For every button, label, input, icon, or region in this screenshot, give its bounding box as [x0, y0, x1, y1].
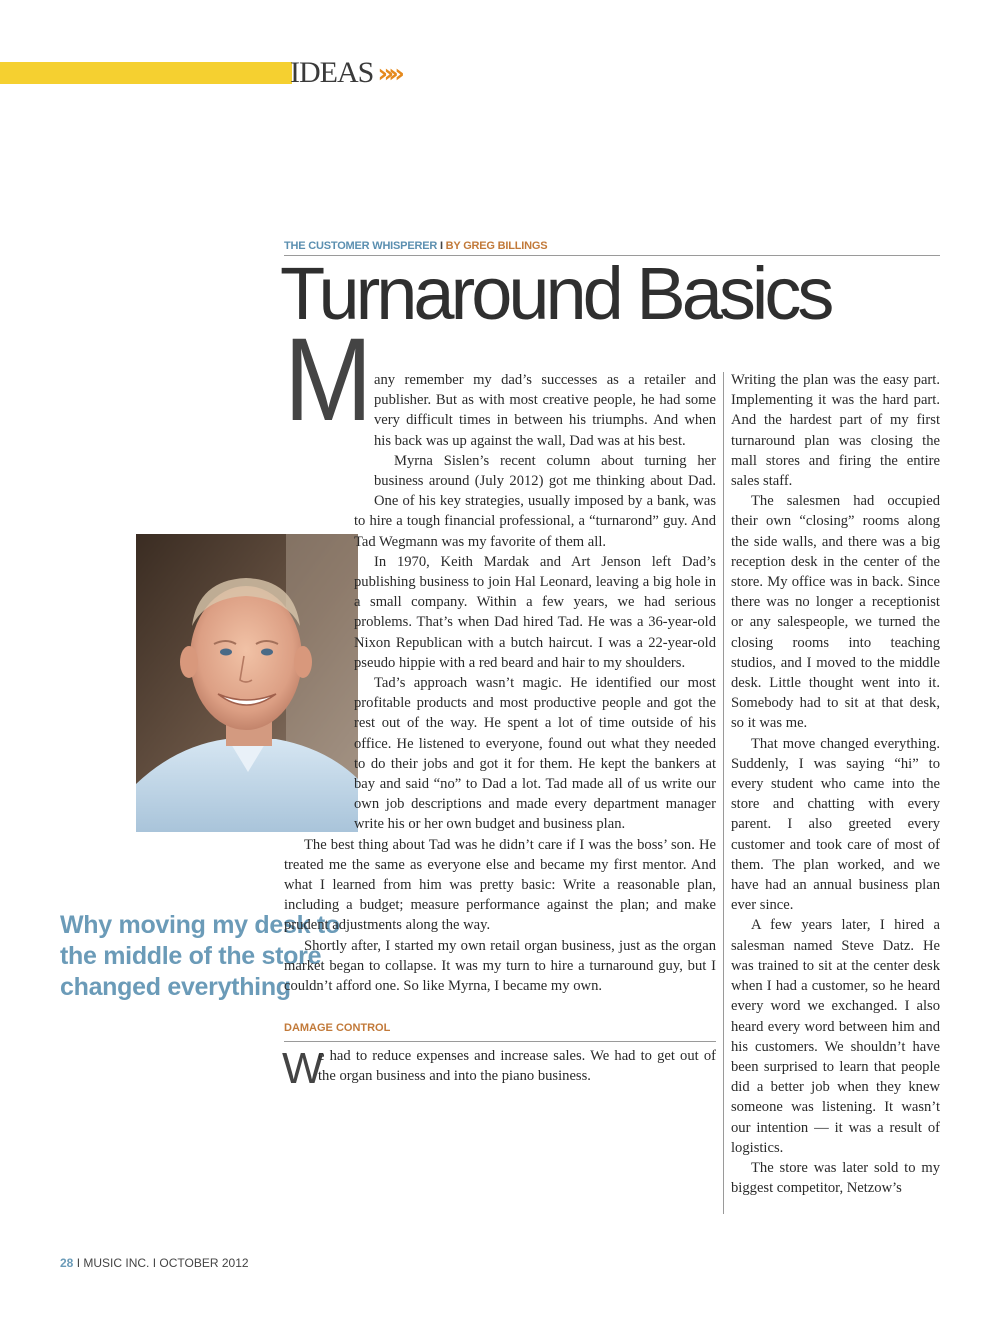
paragraph: The store was later sold to my biggest competitor, Netzow’s [731, 1159, 940, 1197]
paragraph: That move changed everything. Suddenly, I was saying “hi” to every student who came into the store and chatting with every parent. I also greeted every customer and took care of most of them. The plan worked, and we have had an annual business plan ever since. [731, 735, 940, 914]
photo-wrap-spacer [264, 511, 354, 833]
article-column-2 [731, 370, 940, 1198]
section-label [290, 56, 399, 91]
paragraph: A few years later, I hired a salesman named Steve Datz. He was trained to sit at the center desk when I had a customer, so he heard every word we exchanged. I also heard every word between him and his customers. We shouldn’t have been surprised to learn that people did a better job when they knew someone was listening. It wasn’t our intention — it was a result of logistics. [731, 917, 940, 1156]
subhead: DAMAGE CONTROL [284, 1018, 716, 1041]
headline: Turnaround Basics [280, 252, 831, 335]
column-name: THE CUSTOMER WHISPERER [284, 240, 438, 252]
byline: BY GREG BILLINGS [445, 240, 548, 252]
issue-date: OCTOBER 2012 [159, 1256, 249, 1270]
column-divider [723, 372, 724, 1214]
paragraph: Writing the plan was the easy part. Implementing it was the hard part. And the hardest part of my first turnaround plan was closing the mall stores and firing the entire sales staff. [731, 372, 940, 490]
article-column-1 [282, 314, 717, 1093]
section-name: IDEAS [290, 56, 374, 89]
page-number: 28 [60, 1256, 74, 1270]
paragraph: In 1970, Keith Mardak and Art Jenson left Dad’s publishing business to join Hal Leonard, leaving a big hole in a small company. Within a few years, we had serious problems. That’s when Dad hired Tad. He was a 36-year-old Nixon Republican with a butch haircut. I was a 22-year-old pseudo hippie with a red beard and hair to my shoulders. [354, 553, 716, 671]
page-footer [60, 1256, 249, 1270]
paragraph: The best thing about Tad was he didn’t care if I was the boss’ son. He treated me the same as everyone else and became my first mentor. And what I learned from him was pretty basic: Write a reasonable plan, including a budget; measure performance against the plan; and make prudent adjustments along the way. [284, 836, 716, 934]
dropcap-letter: W [282, 1043, 324, 1093]
kicker-separator: I [439, 240, 443, 252]
dropcap-letter: M [284, 314, 373, 446]
paragraph: Myrna Sislen’s recent column about turning her business around (July 2012) got me thinking about Dad. One of his key strategies, usually imposed by a bank, was to hire a tough financial professional, a “turnarond” guy. And Tad Wegmann was my favorite of them all. [284, 451, 716, 552]
paragraph: The salesmen had occupied their own “closing” rooms along the side walls, and there was a big reception desk in the center of the store. My office was in back. Since there was no longer a receptionist or any salespeople, we turned the closing rooms into teaching studios, and I moved to the middle desk. Little thought went into it. Somebody had to sit at that desk, so it was me. [731, 493, 940, 732]
paragraph: any remember my dad’s successes as a retailer and publisher. But as with most creative people, he had some very difficult times in between his triumphs. And when his back was up against the wall, Dad was at his best. [374, 372, 716, 449]
publication-name: I MUSIC INC. I [76, 1256, 157, 1270]
dropcap-container [284, 314, 374, 510]
paragraph [282, 1043, 716, 1093]
chevron-right-icon: »» [377, 59, 399, 89]
section-color-bar [0, 62, 292, 84]
paragraph: Tad’s approach wasn’t magic. He identified our most profitable products and most productive people and got the rest out of the way. He spent a lot of time outside of his office. He listened to everyone, found out what they needed to do their jobs and got it for them. He kept the bankers at bay and said “no” to Dad a lot. Tad made all of us write our own job descriptions and made every department manager write his or her own budget and business plan. [354, 675, 716, 833]
paragraph: Shortly after, I started my own retail organ business, just as the organ market began to collapse. It was my turn to hire a turnaround guy, but I couldn’t afford one. So like Myrna, I became my own. [284, 937, 716, 995]
pullquote: Why moving my desk to the middle of the store changed everything [60, 911, 340, 1001]
paragraph-text: e had to reduce expenses and increase sales. We had to get out of the organ business and into the piano business. [318, 1047, 716, 1084]
